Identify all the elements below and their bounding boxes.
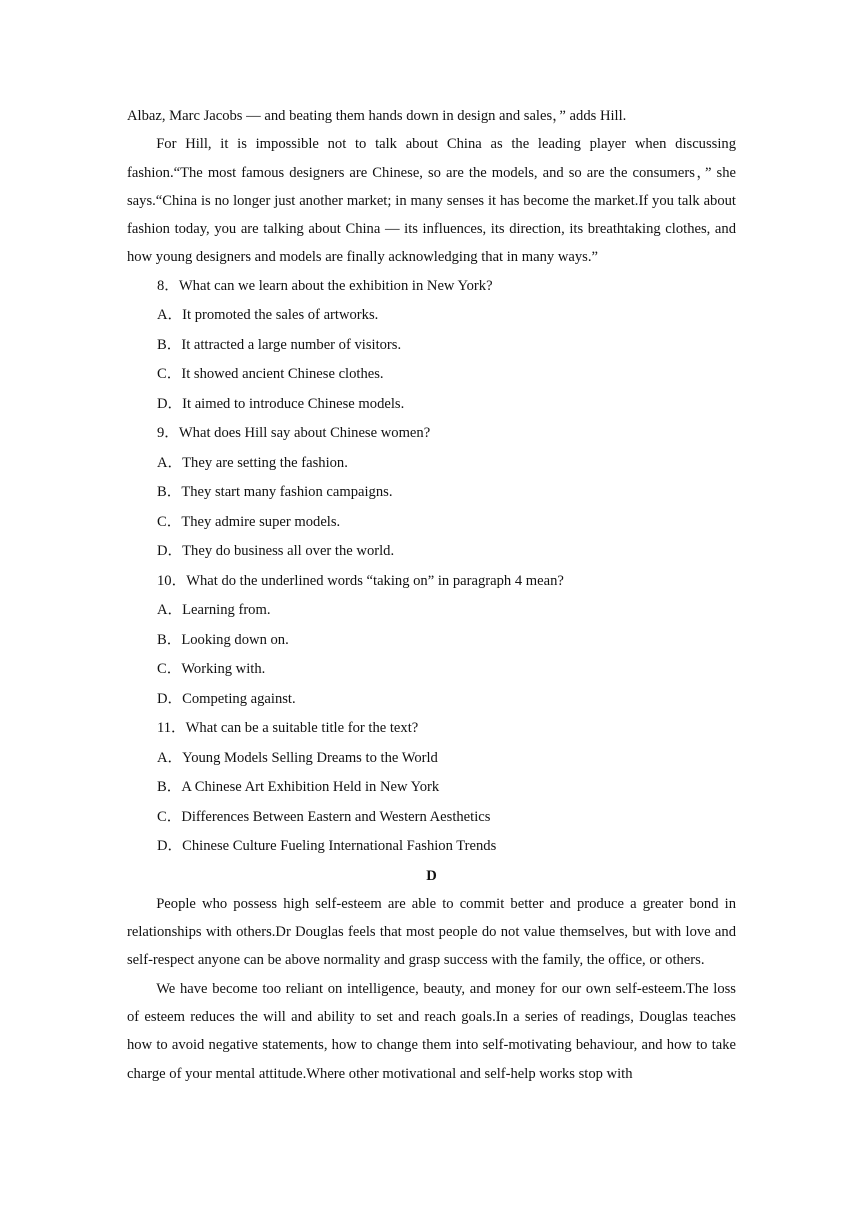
question-10 (127, 567, 736, 715)
passage-c-paragraph: For Hill, it is impossible not to talk about China as the leading player when discussing fashion.“The most famous designers are Chinese, so are the models, and so are the consumers，” she says.“China is no longer just another market; in many senses it has become the market.If you talk about fashion today, you are talking about China — its influences, its direction, its breathtaking clothes, and how young designers and models are finally acknowledging that in many ways.” (127, 136, 736, 266)
question-stem: 10．What do the underlined words “taking on” in paragraph 4 mean? (157, 572, 564, 589)
passage-c-paragraph: Albaz, Marc Jacobs — and beating them hands down in design and sales，” adds Hill. (127, 108, 627, 124)
page-content (127, 102, 736, 1088)
section-heading: D (426, 867, 437, 884)
question-stem: 11．What can be a suitable title for the text? (157, 720, 419, 737)
question-11 (127, 714, 736, 862)
answer-option: C．They admire super models. (157, 513, 341, 530)
answer-option: B．A Chinese Art Exhibition Held in New York (157, 779, 440, 796)
answer-option: B．Looking down on. (157, 631, 289, 648)
answer-option: A．Learning from. (157, 602, 271, 619)
answer-option: C．It showed ancient Chinese clothes. (157, 366, 384, 383)
question-stem: 9．What does Hill say about Chinese women? (157, 425, 431, 442)
answer-option: A．They are setting the fashion. (157, 454, 348, 471)
answer-option: D．Competing against. (157, 690, 296, 707)
section-d-paragraph: We have become too reliant on intelligence, beauty, and money for our own self-esteem.The loss of esteem reduces the will and ability to set and reach goals.In a series of readings, Douglas teaches how to avoid negative statements, how to change them into self-motivating behaviour, and how to take charge of your mental attitude.Where other motivational and self-help works stop with (127, 980, 736, 1082)
section-d-paragraph: People who possess high self-esteem are able to commit better and produce a greater bond in relationships with others.Dr Douglas feels that most people do not value themselves, but with love and self-respect anyone can be above normality and grasp success with the family, the office, or others. (127, 895, 736, 969)
answer-option: D．Chinese Culture Fueling International Fashion Trends (157, 838, 497, 855)
answer-option: A．Young Models Selling Dreams to the World (157, 749, 438, 766)
answer-option: D．It aimed to introduce Chinese models. (157, 395, 405, 412)
answer-option: C．Working with. (157, 661, 266, 678)
question-9 (127, 419, 736, 567)
answer-option: A．It promoted the sales of artworks. (157, 307, 379, 324)
answer-option: B．They start many fashion campaigns. (157, 484, 393, 501)
answer-option: C．Differences Between Eastern and Western Aesthetics (157, 808, 491, 825)
question-stem: 8．What can we learn about the exhibition in New York? (157, 277, 493, 294)
answer-option: D．They do business all over the world. (157, 543, 395, 560)
question-8 (127, 272, 736, 420)
answer-option: B．It attracted a large number of visitors. (157, 336, 402, 353)
